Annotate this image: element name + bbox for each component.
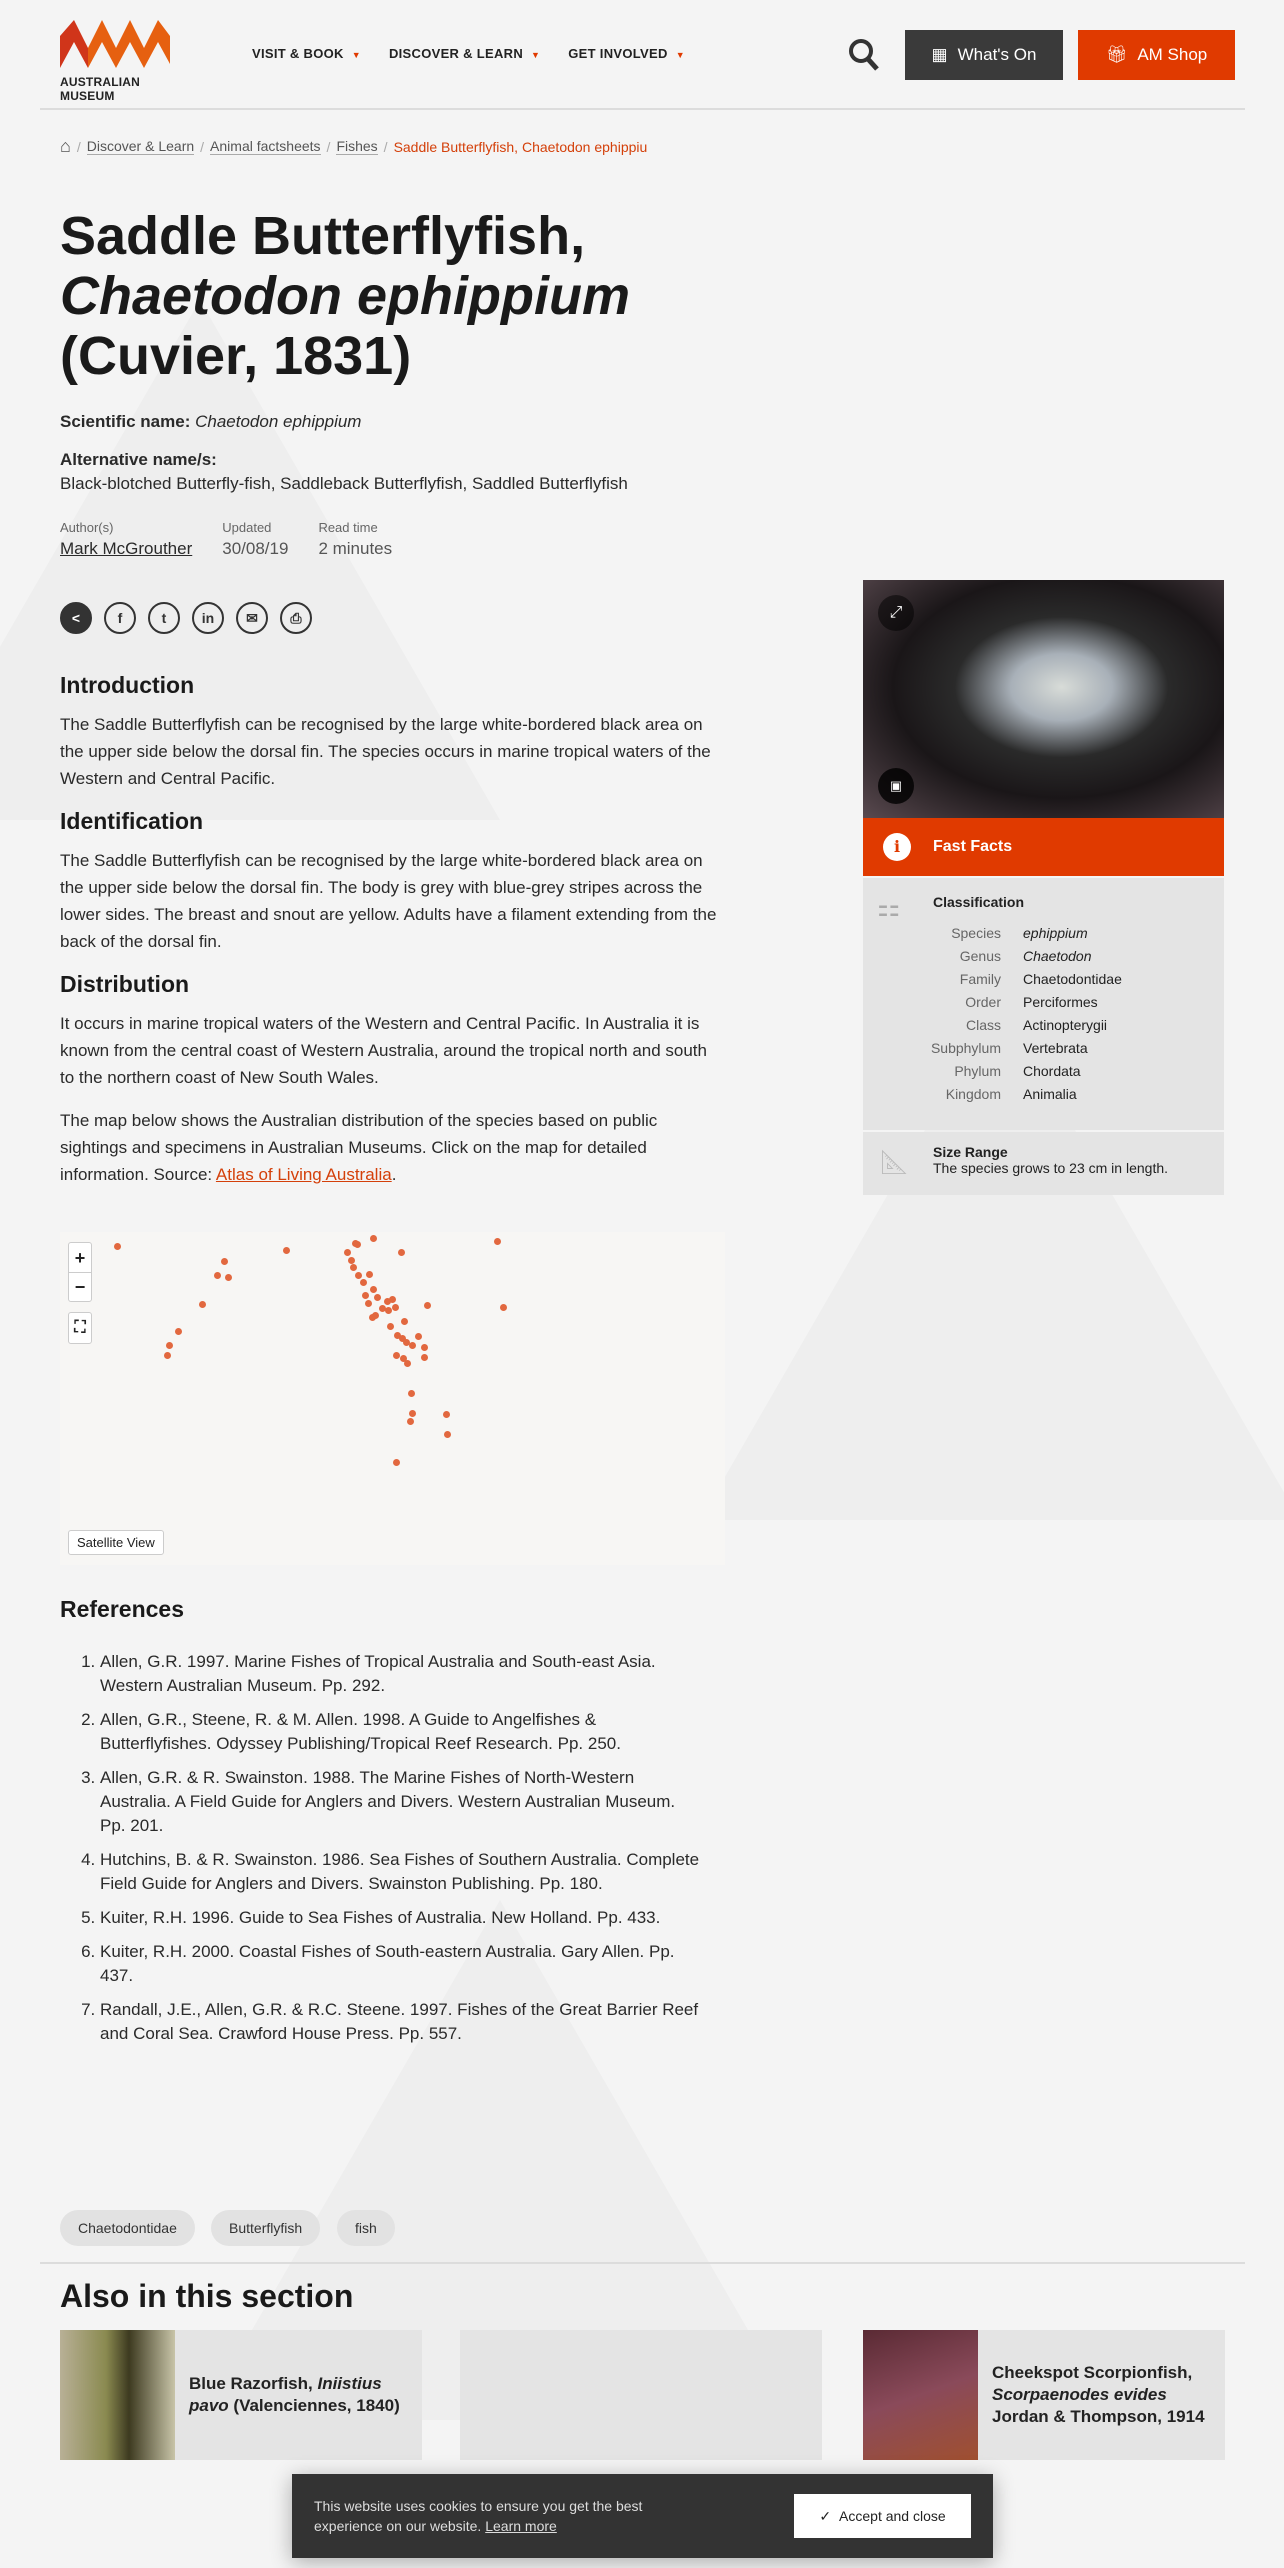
updated-label: Updated — [222, 520, 272, 535]
occurrence-dot[interactable] — [366, 1271, 373, 1278]
value: Black-blotched Butterfly-fish, Saddleback Butterflyfish, Saddled Butterflyfish — [60, 474, 628, 493]
reference-item: 1. Allen, G.R. 1997. Marine Fishes of Tropical Australia and South-east Asia. Western Australian Museum. Pp. 292. — [100, 1650, 700, 1698]
occurrence-dot[interactable] — [354, 1241, 361, 1248]
twitter-icon[interactable]: t — [148, 602, 180, 634]
rank: Phylum — [954, 1063, 1001, 1079]
breadcrumb: ⌂ / Discover & Learn / Animal factsheets / Fishes / Saddle Butterflyfish, Chaetodon ephippiu — [60, 136, 648, 156]
heading-distribution: Distribution — [60, 971, 190, 997]
australian-museum-logo[interactable] — [60, 20, 170, 103]
cookie-text — [314, 2496, 694, 2536]
occurrence-dot[interactable] — [372, 1312, 379, 1319]
satellite-view-button[interactable]: Satellite View — [68, 1530, 164, 1555]
card-image — [60, 2330, 175, 2460]
breadcrumb-animal-factsheets[interactable]: Animal factsheets — [210, 138, 321, 154]
reference-item: 2. Allen, G.R., Steene, R. & M. Allen. 1998. A Guide to Angelfishes & Butterflyfishes. Odyssey Publishing/Tropical Reef Research. Pp. 250. — [100, 1708, 700, 1756]
taxon: Chordata — [1023, 1063, 1081, 1079]
distribution-paragraph: It occurs in marine tropical waters of the Western and Central Pacific. In Australia it is known from the central coast of Western Australia, around the tropical north and south to the northern coast of New South Wales. — [60, 1014, 707, 1087]
classification-title: Classification — [933, 894, 1025, 910]
heading-identification: Identification — [60, 808, 204, 834]
rank: Species — [951, 925, 1001, 941]
logo-text: AUSTRALIAN MUSEUM — [60, 75, 140, 103]
email-icon[interactable]: ✉ — [236, 602, 268, 634]
occurrence-dot[interactable] — [370, 1286, 377, 1293]
t: Blue Razorfish, — [189, 2374, 318, 2393]
occurrence-dot[interactable] — [350, 1264, 357, 1271]
breadcrumb-current: Saddle Butterflyfish, Chaetodon ephippiu — [393, 138, 648, 155]
nav-label: DISCOVER & LEARN — [388, 46, 524, 61]
zoom-controls — [68, 1242, 92, 1302]
rank: Genus — [959, 948, 1001, 964]
read-time-label: Read time — [318, 520, 378, 535]
gift-icon: 🎁︎ — [1105, 45, 1128, 64]
occurrence-dot[interactable] — [370, 1235, 377, 1242]
occurrence-dot[interactable] — [348, 1257, 355, 1264]
rank: Subphylum — [930, 1040, 1001, 1056]
alternative-names — [60, 448, 628, 496]
occurrence-dot[interactable] — [385, 1307, 392, 1314]
occurrence-dot[interactable] — [283, 1247, 290, 1254]
classification-row — [863, 968, 1224, 991]
t: (Valenciennes, 1840) — [228, 2396, 400, 2415]
map-text-end: . — [391, 1165, 397, 1184]
size-range-text: The species grows to 23 cm in length. — [933, 1160, 1169, 1176]
occurrence-dot[interactable] — [393, 1459, 400, 1466]
rank: Order — [965, 994, 1001, 1010]
zoom-in-button[interactable]: + — [69, 1243, 91, 1273]
occurrence-dot[interactable] — [387, 1323, 394, 1330]
breadcrumb-fishes[interactable]: Fishes — [336, 138, 378, 154]
nav-discover-learn[interactable] — [389, 46, 540, 61]
caret-down-icon: ▼ — [675, 50, 685, 60]
occurrence-dot[interactable] — [114, 1243, 121, 1250]
home-icon[interactable]: ⌂ — [60, 136, 71, 156]
breadcrumb-discover-learn[interactable]: Discover & Learn — [86, 138, 195, 154]
species-image[interactable] — [863, 580, 1224, 818]
also-in-section-heading: Also in this section — [60, 2278, 354, 2314]
nav-visit-book[interactable] — [252, 46, 361, 61]
tag-chaetodontidae[interactable] — [60, 2210, 195, 2246]
tag-label: Butterflyfish — [229, 2220, 303, 2236]
occurrence-dot[interactable] — [164, 1352, 171, 1359]
occurrence-dot[interactable] — [389, 1296, 396, 1303]
related-card-cheekspot-scorpionfish[interactable] — [863, 2330, 1225, 2460]
rank: Kingdom — [945, 1086, 1001, 1102]
rank: Class — [965, 1017, 1001, 1033]
occurrence-dot[interactable] — [444, 1431, 451, 1438]
title-scientific-name: Chaetodon ephippium — [60, 266, 630, 326]
taxon: ephippium — [1023, 925, 1088, 941]
search-icon[interactable] — [848, 38, 880, 77]
image-gallery-icon[interactable]: ▣ — [878, 768, 914, 804]
author-label: Author(s) — [60, 520, 114, 535]
occurrence-dot[interactable] — [355, 1272, 362, 1279]
taxon: Animalia — [1023, 1086, 1077, 1102]
info-icon: i — [883, 833, 911, 861]
hierarchy-icon: ⚏ — [877, 892, 901, 922]
classification-row — [863, 922, 1224, 945]
whats-on-button[interactable] — [905, 30, 1063, 80]
page-title — [60, 206, 760, 386]
caret-down-icon: ▼ — [531, 50, 541, 60]
nav-get-involved[interactable] — [568, 46, 685, 61]
reference-item: 5. Kuiter, R.H. 1996. Guide to Sea Fishes of Australia. New Holland. Pp. 433. — [100, 1906, 700, 1930]
t: Scorpaenodes evides — [992, 2385, 1167, 2404]
size-range-title: Size Range — [933, 1144, 1008, 1160]
heading-introduction: Introduction — [60, 672, 195, 698]
taxon: Chaetodon — [1023, 948, 1092, 964]
fast-facts-title: Fast Facts — [933, 838, 1013, 855]
label: Scientific name: — [60, 412, 191, 431]
tag-butterflyfish[interactable] — [211, 2210, 320, 2246]
occurrence-dot[interactable] — [365, 1300, 372, 1307]
occurrence-dot[interactable] — [401, 1318, 408, 1325]
occurrence-dot[interactable] — [404, 1360, 411, 1367]
title-authority: (Cuvier, 1831) — [60, 326, 412, 386]
article-meta — [60, 520, 392, 562]
occurrence-dot[interactable] — [360, 1279, 367, 1286]
taxon: Vertebrata — [1023, 1040, 1088, 1056]
logo-mark-icon — [60, 20, 170, 68]
scientific-name — [60, 408, 361, 435]
taxon: Chaetodontidae — [1023, 971, 1122, 987]
classification-row — [863, 945, 1224, 968]
rank: Family — [959, 971, 1001, 987]
am-shop-button[interactable] — [1078, 30, 1235, 80]
expand-icon[interactable]: ⤢ — [878, 595, 914, 631]
classification-row — [863, 991, 1224, 1014]
nav-label: VISIT & BOOK — [252, 46, 344, 61]
reference-item: 6. Kuiter, R.H. 2000. Coastal Fishes of South-eastern Australia. Gary Allen. Pp. 437. — [100, 1940, 700, 1988]
occurrence-dot[interactable] — [421, 1354, 428, 1361]
learn-more-link[interactable]: Learn more — [485, 2518, 557, 2534]
header-divider — [40, 108, 1245, 110]
reference-item: 3. Allen, G.R. & R. Swainston. 1988. The Marine Fishes of North-Western Australia. A Field Guide for Anglers and Divers. Western Australian Museum. Pp. 201. — [100, 1766, 700, 1838]
classification-row — [863, 1083, 1224, 1106]
occurrence-dot[interactable] — [409, 1342, 416, 1349]
occurrence-dot[interactable] — [392, 1304, 399, 1311]
occurrence-dot[interactable] — [443, 1411, 450, 1418]
heading: References — [60, 1596, 185, 1622]
occurrence-dot[interactable] — [214, 1272, 221, 1279]
distribution-map[interactable] — [60, 1232, 725, 1565]
occurrence-dot[interactable] — [424, 1302, 431, 1309]
classification-row — [863, 1060, 1224, 1083]
print-icon[interactable]: ⎙ — [280, 602, 312, 634]
occurrence-dot[interactable] — [344, 1249, 351, 1256]
card-title — [175, 2330, 422, 2460]
title-common-name: Saddle Butterflyfish, — [60, 206, 586, 266]
fullscreen-icon[interactable]: ⛶ — [68, 1312, 92, 1344]
zoom-out-button[interactable]: − — [74, 1277, 86, 1297]
cookie-banner — [292, 2474, 993, 2558]
references-heading — [60, 1596, 184, 1623]
identification-paragraph: The Saddle Butterflyfish can be recognised by the large white-bordered black area on the upper side below the dorsal fin. The body is grey with blue-grey stripes across the lower sides. The breast and snout are yellow. Adults have a filament extending from the back of the dorsal fin. — [60, 851, 717, 951]
occurrence-dot[interactable] — [166, 1342, 173, 1349]
size-range-panel — [863, 1132, 1224, 1195]
occurrence-dot[interactable] — [421, 1344, 428, 1351]
map-text: The map below shows the Australian distribution of the species based on public sightings and specimens in Australian Museums. Click on the map for detailed information. Source: — [60, 1111, 658, 1184]
occurrence-dot[interactable] — [407, 1418, 414, 1425]
check-circle-icon: ✓ — [819, 2507, 832, 2524]
value: Chaetodon ephippium — [195, 412, 362, 431]
related-card-blue-razorfish[interactable] — [60, 2330, 422, 2460]
section-divider — [40, 2262, 1245, 2264]
article-body — [60, 672, 720, 1188]
taxon: Actinopterygii — [1023, 1017, 1108, 1033]
accept-cookies-button[interactable] — [794, 2494, 971, 2538]
label: Alternative name/s: — [60, 450, 217, 469]
ruler-icon: 📐︎ — [879, 1149, 910, 1176]
occurrence-dot[interactable] — [409, 1410, 416, 1417]
main-nav — [252, 46, 685, 61]
classification-panel — [863, 878, 1224, 1130]
occurrence-dot[interactable] — [408, 1390, 415, 1397]
tag-label: Chaetodontidae — [78, 2220, 177, 2236]
tag-fish[interactable] — [337, 2210, 395, 2246]
occurrence-dot[interactable] — [199, 1301, 206, 1308]
atlas-of-living-australia-link[interactable]: Atlas of Living Australia — [215, 1165, 392, 1184]
button-label: Accept and close — [839, 2508, 946, 2524]
card-title — [978, 2330, 1225, 2460]
references-list — [60, 1650, 700, 2056]
occurrence-dot[interactable] — [398, 1249, 405, 1256]
nav-label: GET INVOLVED — [568, 46, 668, 61]
occurrence-dot[interactable] — [175, 1328, 182, 1335]
occurrence-dot[interactable] — [221, 1258, 228, 1265]
t: This website uses cookies to ensure you get the best experience on our website. — [314, 2498, 643, 2534]
author-link[interactable]: Mark McGrouther — [60, 539, 193, 558]
facebook-icon[interactable]: f — [104, 602, 136, 634]
linkedin-icon[interactable]: in — [192, 602, 224, 634]
button-label: What's On — [957, 45, 1037, 64]
share-icon[interactable]: < — [60, 602, 92, 634]
share-bar — [60, 602, 312, 634]
card-image — [863, 2330, 978, 2460]
occurrence-dot[interactable] — [500, 1304, 507, 1311]
t: Jordan & Thompson, 1914 — [992, 2407, 1205, 2426]
taxon: Perciformes — [1023, 994, 1098, 1010]
t: Iniistius pavo — [189, 2374, 382, 2415]
classification-row — [863, 1037, 1224, 1060]
occurrence-dot[interactable] — [494, 1238, 501, 1245]
intro-paragraph: The Saddle Butterflyfish can be recognised by the large white-bordered black area on the upper side below the dorsal fin. The species occurs in marine tropical waters of the Western and Central Pacific. — [60, 715, 711, 788]
occurrence-dot[interactable] — [225, 1274, 232, 1281]
fast-facts-header — [863, 818, 1224, 876]
classification-row — [863, 1014, 1224, 1037]
occurrence-dot[interactable] — [393, 1352, 400, 1359]
calendar-icon: ▦ — [931, 45, 948, 64]
read-time: 2 minutes — [318, 539, 393, 558]
reference-item: 4. Hutchins, B. & R. Swainston. 1986. Sea Fishes of Southern Australia. Complete Field Guide for Anglers and Divers. Swainston Publishing. Pp. 180. — [100, 1848, 700, 1896]
updated-date: 30/08/19 — [222, 539, 289, 558]
reference-item: 7. Randall, J.E., Allen, G.R. & R.C. Steene. 1997. Fishes of the Great Barrier Reef and Coral Sea. Crawford House Press. Pp. 557. — [100, 1998, 700, 2046]
occurrence-dot[interactable] — [374, 1294, 381, 1301]
related-card-empty[interactable] — [460, 2330, 822, 2460]
caret-down-icon: ▼ — [351, 50, 361, 60]
occurrence-dot[interactable] — [362, 1292, 369, 1299]
map-paragraph — [60, 1107, 720, 1188]
button-label: AM Shop — [1137, 45, 1208, 64]
occurrence-dot[interactable] — [415, 1333, 422, 1340]
t: Cheekspot Scorpionfish, — [992, 2363, 1193, 2382]
tag-label: fish — [355, 2220, 377, 2236]
